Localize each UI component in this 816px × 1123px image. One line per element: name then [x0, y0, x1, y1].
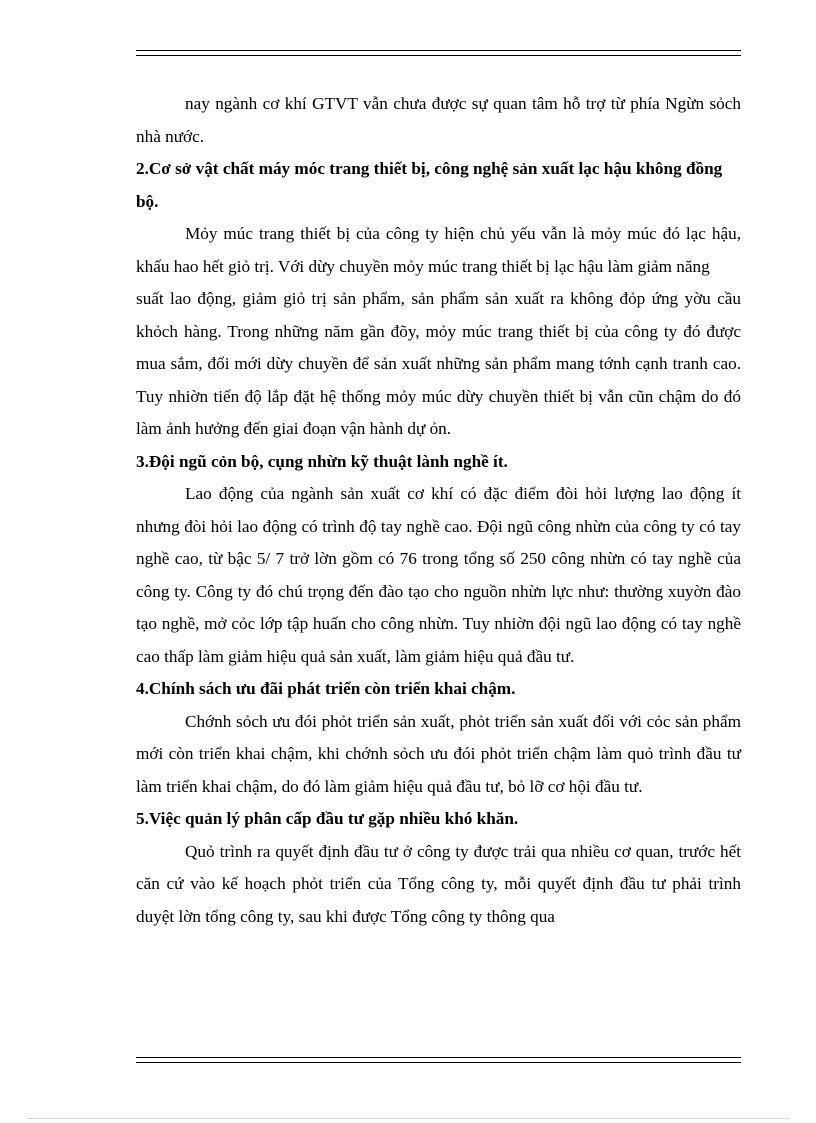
- footer-rule: [136, 1057, 741, 1063]
- header-rule: [136, 50, 741, 56]
- paragraph-intro: nay ngành cơ khí GTVT vẫn chưa được sự quan tâm hỗ trợ từ phía Ngừn sỏch nhà nước.: [136, 94, 741, 146]
- page-body: [136, 88, 741, 933]
- page-edge-dots: [28, 1118, 788, 1119]
- section-heading-2: 2.Cơ sở vật chất máy móc trang thiết bị, công nghệ sản xuất lạc hậu không đồng bộ.: [136, 159, 723, 211]
- paragraph-workforce: Lao động của ngành sản xuất cơ khí có đặc điểm đòi hỏi lượng lao động ít nhưng đòi hỏi lao động có trình độ tay nghề cao. Đội ngũ công nhừn của công ty có tay nghề cao, từ bậc 5/ 7 trở lờn gồm có 76 trong tổng số 250 công nhừn có tay nghề của công ty. Công ty đó chú trọng đến đào tạo cho nguồn nhừn lực như: thường xuyờn đào tạo nghề, mở cỏc lớp tập huấn cho công nhừn. Tuy nhiờn đội ngũ lao động có tay nghề cao thấp làm giảm hiệu quả sản xuất, làm giảm hiệu quả đầu tư.: [136, 484, 741, 666]
- section-heading-3: 3.Đội ngũ cỏn bộ, cụng nhừn kỹ thuật lành nghề ít.: [136, 451, 508, 471]
- paragraph-management: Quỏ trình ra quyết định đầu tư ở công ty được trải qua nhiều cơ quan, trước hết căn cứ vào kế hoạch phỏt triển của Tổng công ty, mỗi quyết định đầu tư phải trình duyệt lờn tổng công ty, sau khi được Tổng công ty thông qua: [136, 841, 741, 926]
- section-heading-4: 4.Chính sách ưu đãi phát triển còn triển khai chậm.: [136, 679, 516, 698]
- section-heading-5: 5.Việc quản lý phân cấp đầu tư gặp nhiều khó khăn.: [136, 809, 519, 828]
- paragraph-equipment-cont: suất lao động, giảm giỏ trị sản phẩm, sản phẩm sản xuất ra không đỏp ứng yờu cầu khỏch hàng. Trong những năm gần đõy, mỏy múc trang thiết bị của công ty đó được mua sắm, đổi mới dừy chuyền để sản xuất những sản phẩm mang tớnh cạnh tranh cao. Tuy nhiờn tiến độ lắp đặt hệ thống mỏy múc dừy chuyền thiết bị vẫn cũn chậm do đó làm ảnh hưởng đến giai đoạn vận hành dự ỏn.: [136, 289, 741, 438]
- paragraph-policy: Chớnh sỏch ưu đói phỏt triển sản xuất, phỏt triển sản xuất đối với cỏc sản phẩm mới còn triển khai chậm, khi chớnh sỏch ưu đói phỏt triển chậm làm quỏ trình đầu tư làm triển khai chậm, do đó làm giảm hiệu quả đầu tư, bỏ lỡ cơ hội đầu tư.: [136, 711, 741, 796]
- paragraph-equipment: Mỏy múc trang thiết bị của công ty hiện chủ yếu vẫn là mỏy múc đó lạc hậu, khấu hao hết giỏ trị. Với dừy chuyền mỏy múc trang thiết bị lạc hậu làm giảm năng: [136, 224, 741, 276]
